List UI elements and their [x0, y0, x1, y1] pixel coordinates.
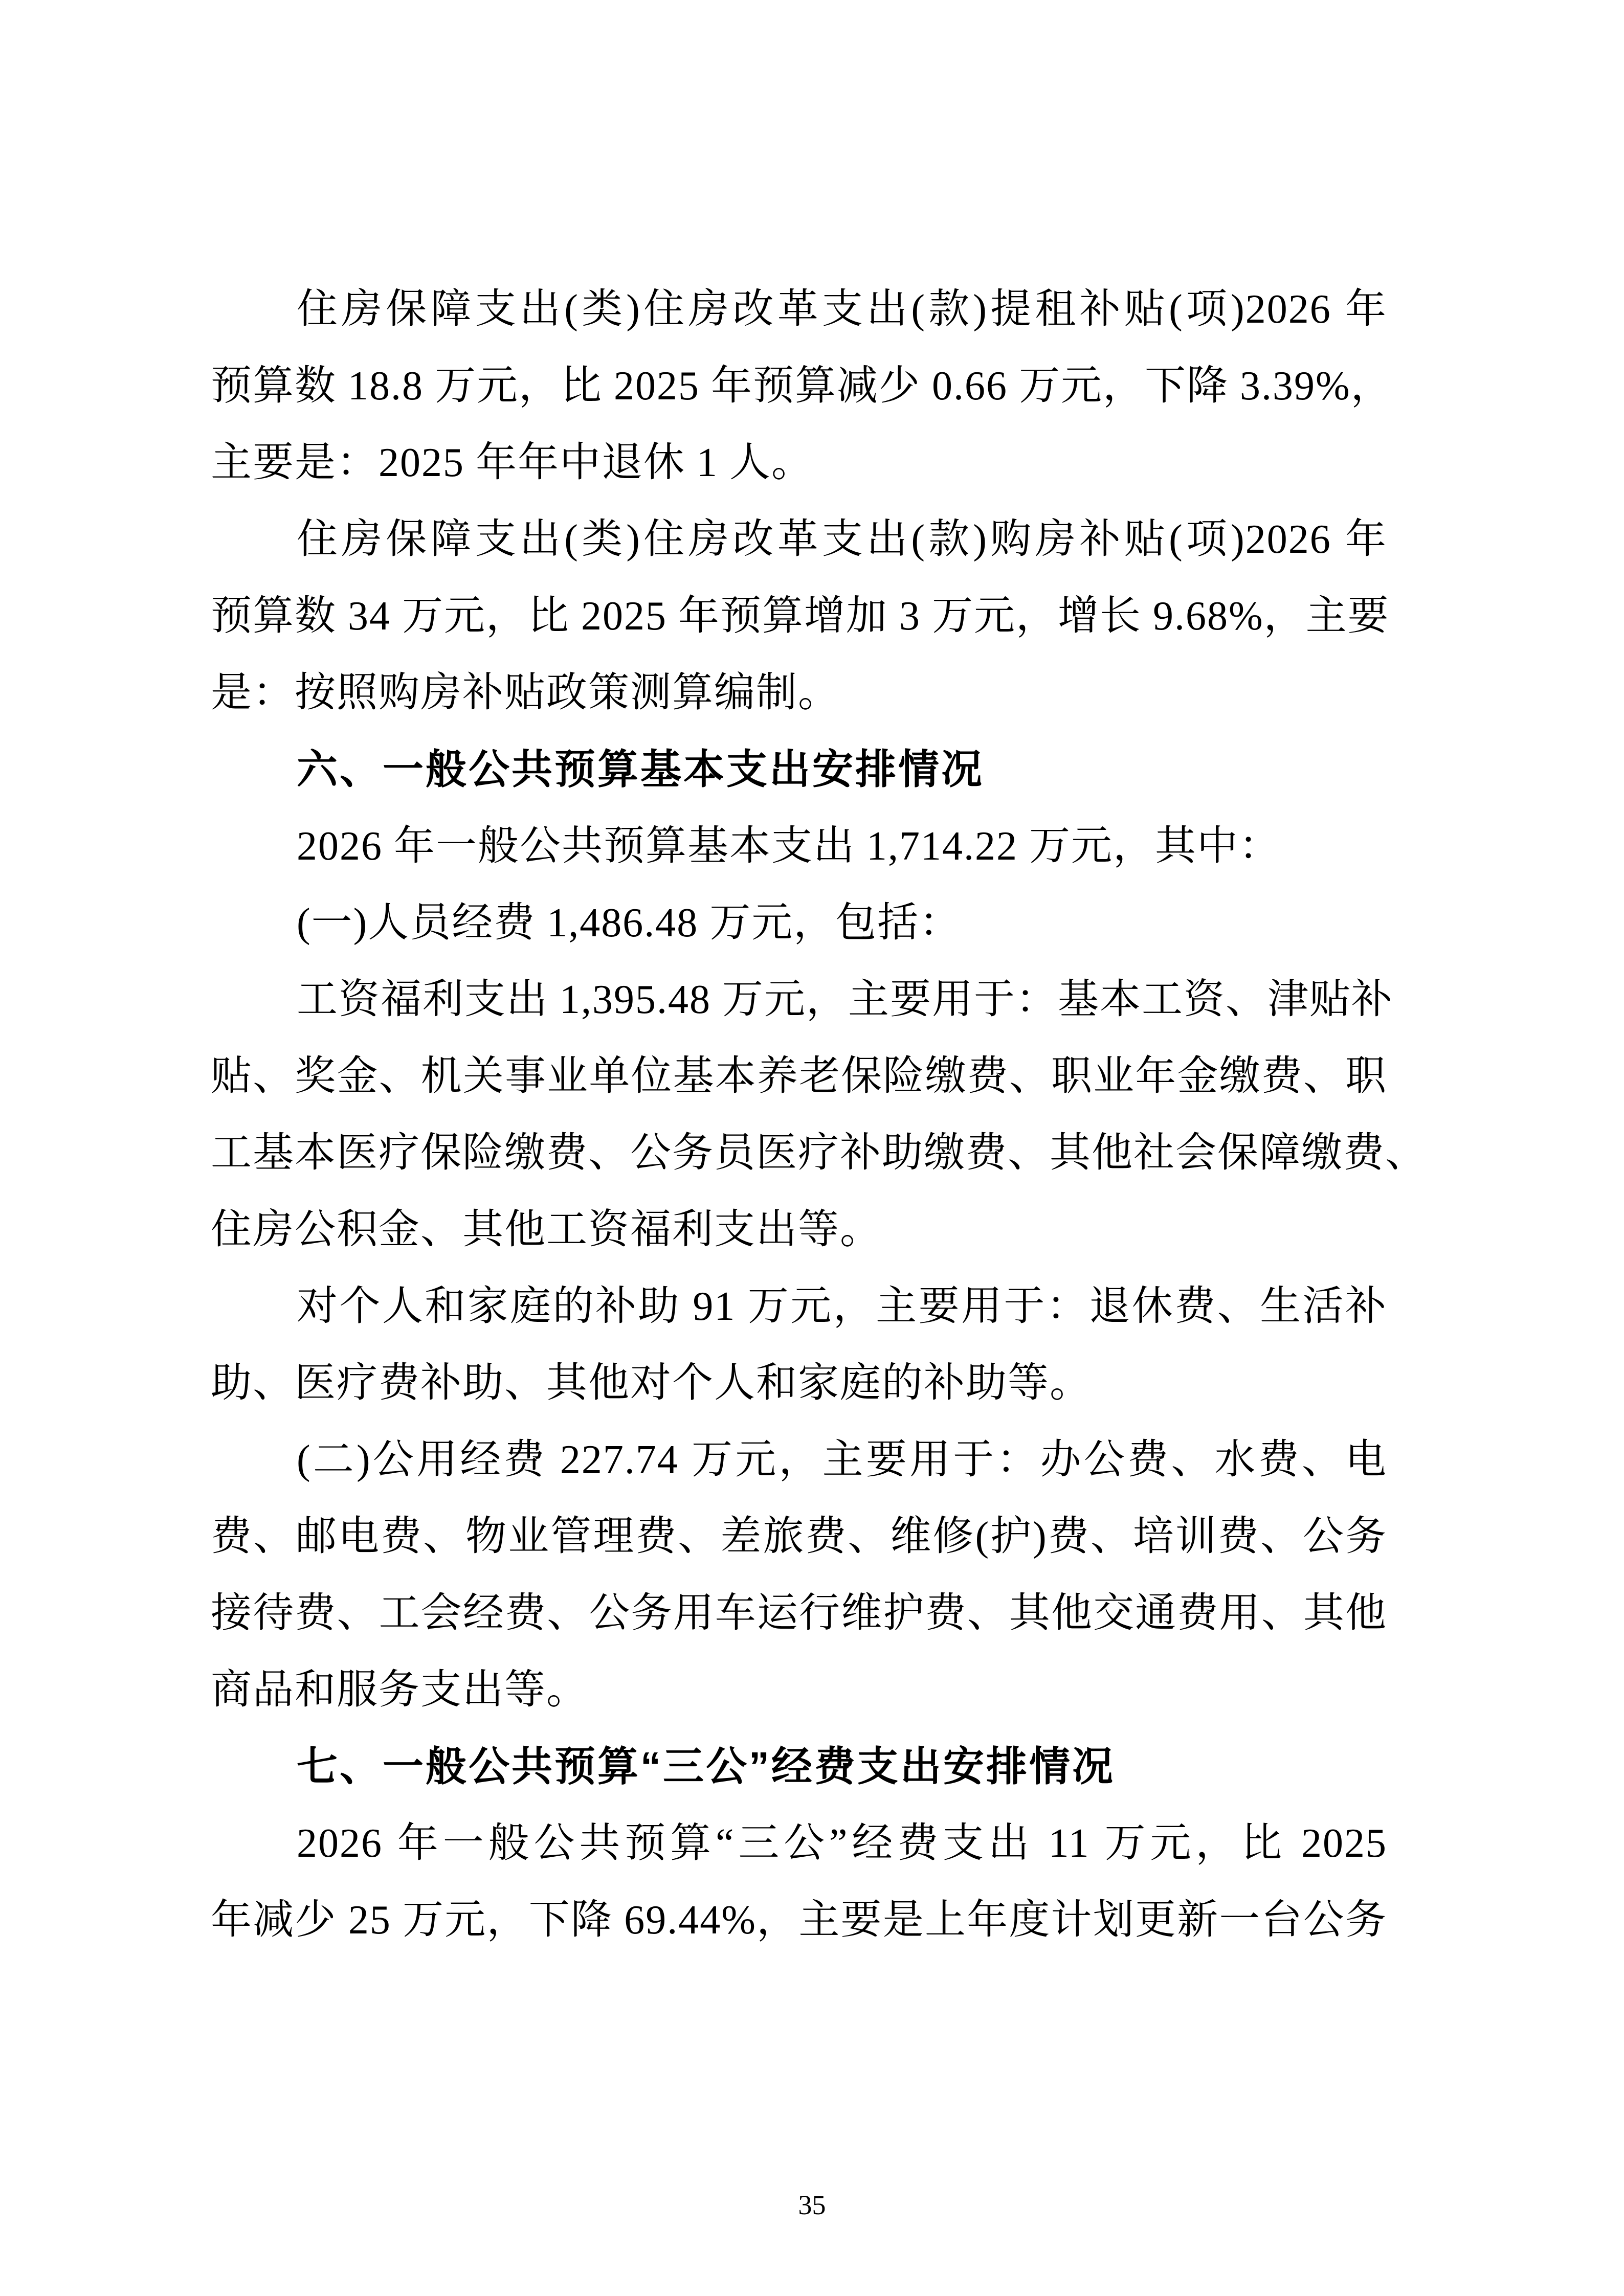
text-line: 工基本医疗保险缴费、公务员医疗补助缴费、其他社会保障缴费、	[211, 1131, 1427, 1176]
text-line: 2026 年一般公共预算“三公”经费支出 11 万元，比 2025	[297, 1821, 1387, 1866]
text-line: 住房保障支出(类)住房改革支出(款)购房补贴(项)2026 年	[297, 517, 1387, 562]
heading-line: 七、一般公共预算“三公”经费支出安排情况	[297, 1744, 1115, 1789]
text-line: 对个人和家庭的补助 91 万元，主要用于：退休费、生活补	[297, 1284, 1387, 1329]
text-line: 贴、奖金、机关事业单位基本养老保险缴费、职业年金缴费、职	[211, 1054, 1387, 1099]
section-heading	[211, 731, 1387, 808]
paragraph	[211, 1268, 1387, 1422]
section-heading	[211, 1728, 1387, 1805]
paragraph	[211, 1805, 1387, 1959]
paragraph	[211, 961, 1427, 1268]
paragraph	[211, 501, 1390, 731]
document-body	[211, 271, 1427, 1959]
text-line: 助、医疗费补助、其他对个人和家庭的补助等。	[211, 1361, 1092, 1406]
text-line: 商品和服务支出等。	[211, 1668, 588, 1713]
text-line: 住房保障支出(类)住房改革支出(款)提租补贴(项)2026 年	[297, 287, 1387, 332]
page-number: 35	[798, 2190, 826, 2220]
text-line: 工资福利支出 1,395.48 万元，主要用于：基本工资、津贴补	[297, 977, 1393, 1022]
text-line: 年减少 25 万元，下降 69.44%，主要是上年度计划更新一台公务	[211, 1898, 1387, 1943]
text-line: 主要是：2025 年年中退休 1 人。	[211, 440, 813, 485]
text-line: (二)公用经费 227.74 万元，主要用于：办公费、水费、电	[297, 1437, 1387, 1482]
text-line: 预算数 18.8 万元，比 2025 年预算减少 0.66 万元，下降 3.39%，	[211, 364, 1393, 409]
text-line: 费、邮电费、物业管理费、差旅费、维修(护)费、培训费、公务	[211, 1514, 1387, 1559]
text-line: 预算数 34 万元，比 2025 年预算增加 3 万元，增长 9.68%，主要	[211, 594, 1390, 639]
paragraph	[211, 1422, 1387, 1728]
text-line: 住房公积金、其他工资福利支出等。	[211, 1207, 882, 1252]
heading-line: 六、一般公共预算基本支出安排情况	[297, 747, 984, 792]
paragraph	[211, 885, 1387, 961]
text-line: 2026 年一般公共预算基本支出 1,714.22 万元，其中：	[297, 824, 1281, 869]
paragraph	[211, 271, 1393, 501]
text-line: (一)人员经费 1,486.48 万元，包括：	[297, 901, 962, 946]
text-line: 接待费、工会经费、公务用车运行维护费、其他交通费用、其他	[211, 1591, 1387, 1636]
text-line: 是：按照购房补贴政策测算编制。	[211, 670, 840, 715]
paragraph	[211, 808, 1387, 885]
